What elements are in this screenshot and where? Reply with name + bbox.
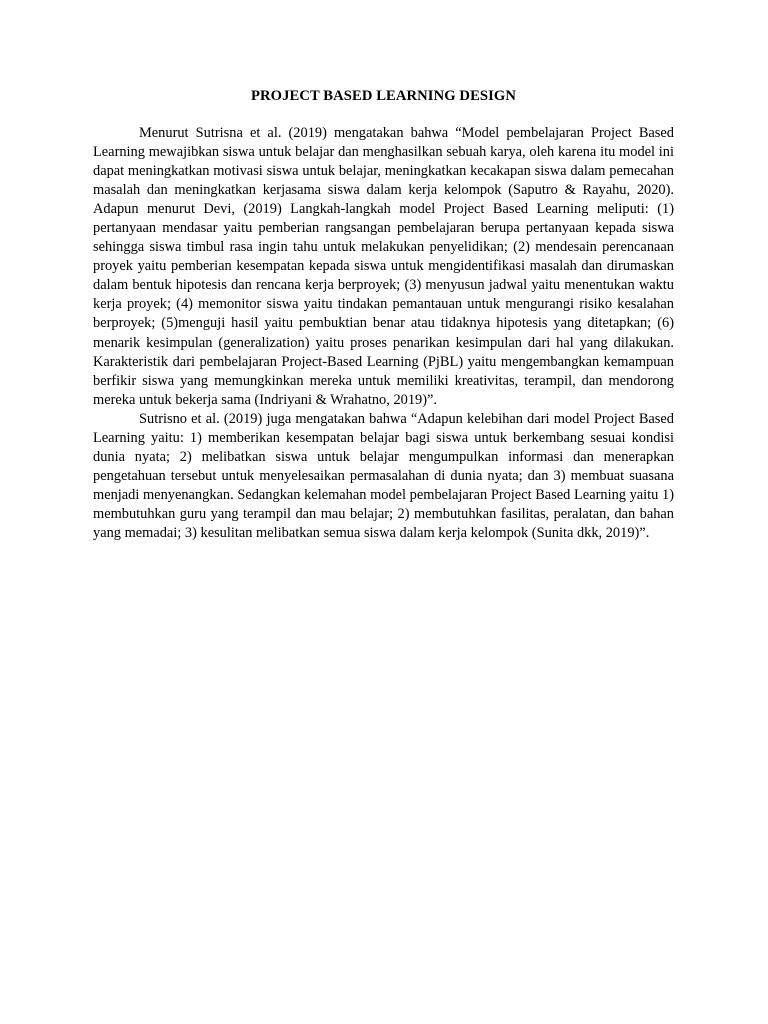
document-body [93, 87, 674, 543]
paragraph-2: Sutrisno et al. (2019) juga mengatakan bahwa “Adapun kelebihan dari model Project Based Learning yaitu: 1) memberikan kesempatan belajar bagi siswa untuk berkembang sesuai kondisi dunia nyata; 2) melibatkan siswa untuk belajar mengumpulkan informasi dan menerapkan pengetahuan tersebut untuk menyelesaikan permasalahan di dunia nyata; dan 3) membuat suasana menjadi menyenangkan. Sedangkan kelemahan model pembelajaran Project Based Learning yaitu 1) membutuhkan guru yang terampil dan mau belajar; 2) membutuhkan fasilitas, peralatan, dan bahan yang memadai; 3) kesulitan melibatkan semua siswa dalam kerja kelompok (Sunita dkk, 2019)”. [93, 410, 674, 541]
paragraph-1: Menurut Sutrisna et al. (2019) mengatakan bahwa “Model pembelajaran Project Based Learning mewajibkan siswa untuk belajar dan menghasilkan sebuah karya, oleh karena itu model ini dapat meningkatkan motivasi siswa untuk belajar, meningkatkan kecakapan siswa dalam pemecahan masalah dan meningkatkan kerjasama siswa dalam kerja kelompok (Saputro & Rayahu, 2020). Adapun menurut Devi, (2019) Langkah-langkah model Project Based Learning meliputi: (1) pertanyaan mendasar yaitu pemberian rangsangan pembelajaran berupa pertanyaan kepada siswa sehingga siswa timbul rasa ingin tahu untuk melakukan penyelidikan; (2) mendesain perencanaan proyek yaitu pemberian kesempatan kepada siswa untuk mengidentifikasi masalah dan dirumaskan dalam bentuk hipotesis dan rencana kerja berproyek; (3) menyusun jadwal yaitu menentukan waktu kerja proyek; (4) memonitor siswa yaitu tindakan pemantauan untuk mengurangi risiko kesalahan berproyek; (5)menguji hasil yaitu pembuktian benar atau tidaknya hipotesis yang ditetapkan; (6) menarik kesimpulan (generalization) yaitu proses penarikan kesimpulan dari hal yang dilakukan. Karakteristik dari pembelajaran Project-Based Learning (PjBL) yaitu mengembangkan kemampuan berfikir siswa yang memungkinkan mereka untuk memiliki kreativitas, terampil, dan mendorong mereka untuk bekerja sama (Indriyani & Wrahatno, 2019)”. [93, 125, 674, 408]
document-title: PROJECT BASED LEARNING DESIGN [251, 88, 516, 104]
